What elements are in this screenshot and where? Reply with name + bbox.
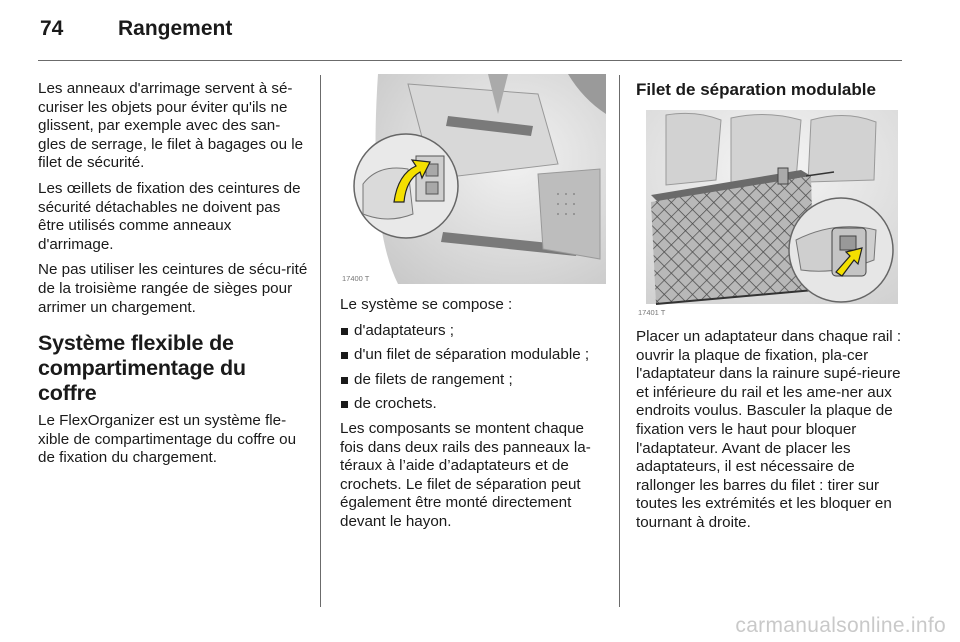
paragraph-mounting: Les composants se montent chaque fois dans deux rails des panneaux la-téraux à l’aide d’adaptateurs et de crochets. Le filet de séparation peut également être monté directement devant le hayon. [340,419,591,530]
column-middle [340,296,608,539]
component-list [340,322,608,414]
column-divider-left [320,75,321,607]
list-item: d'adaptateurs ; [340,322,608,341]
figure-adapter-rail [338,74,606,286]
paragraph-adapter-instructions: Placer un adaptateur dans chaque rail : ouvrir la plaque de fixation, pla-cer l'adaptateur dans la rainure supé-rieure et inférieure du rail et les ame-ner aux endroits voulus. Basculer la plaque de fixation vers le haut pour bloquer l'adaptateur. Avant de placer les adaptateurs, il est nécessaire de rallonger les barres du filet : tirer sur toutes les extrémités et les bloquer en tournant à droite. [636,328,902,531]
list-item: de filets de rangement ; [340,371,608,390]
column-divider-right [619,75,620,607]
subheading-net: Filet de séparation modulable [636,80,876,99]
watermark: carmanualsonline.info [735,614,946,637]
paragraph-seatbelt-eyelets: Les œillets de fixation des ceintures de sécurité détachables ne doivent pas être utilisés comme anneaux d'arrimage. [38,179,301,253]
figure-separation-net-illustration [636,110,904,316]
system-intro: Le système se compose : [340,296,513,313]
header-rule [38,60,902,61]
list-item: de crochets. [340,395,608,414]
figure-separation-net [636,110,904,316]
figure-code: 17401 T [638,308,666,317]
page-number: 74 [40,17,64,40]
section-heading: Système flexible de compartimentage du coffre [38,331,246,406]
figure-code: 17400 T [342,274,370,283]
column-left [38,80,308,475]
list-item: d'un filet de séparation modulable ; [340,346,608,365]
paragraph-flexorganizer: Le FlexOrganizer est un système fle-xible de compartimentage du coffre ou de fixation du chargement. [38,412,297,467]
paragraph-third-row-belts: Ne pas utiliser les ceintures de sécu-rité de la troisième rangée de sièges pour arrimer un chargement. [38,261,308,316]
column-right [636,80,904,100]
figure-adapter-rail-illustration [338,74,606,286]
column-right-text [636,328,904,540]
paragraph-lashing-rings: Les anneaux d'arrimage servent à sé-curiser les objets pour éviter qu'ils ne glissent, par exemple avec des san-gles de serrage, le filet à bagages ou le filet de sécurité. [38,80,304,172]
page-title: Rangement [118,17,233,40]
